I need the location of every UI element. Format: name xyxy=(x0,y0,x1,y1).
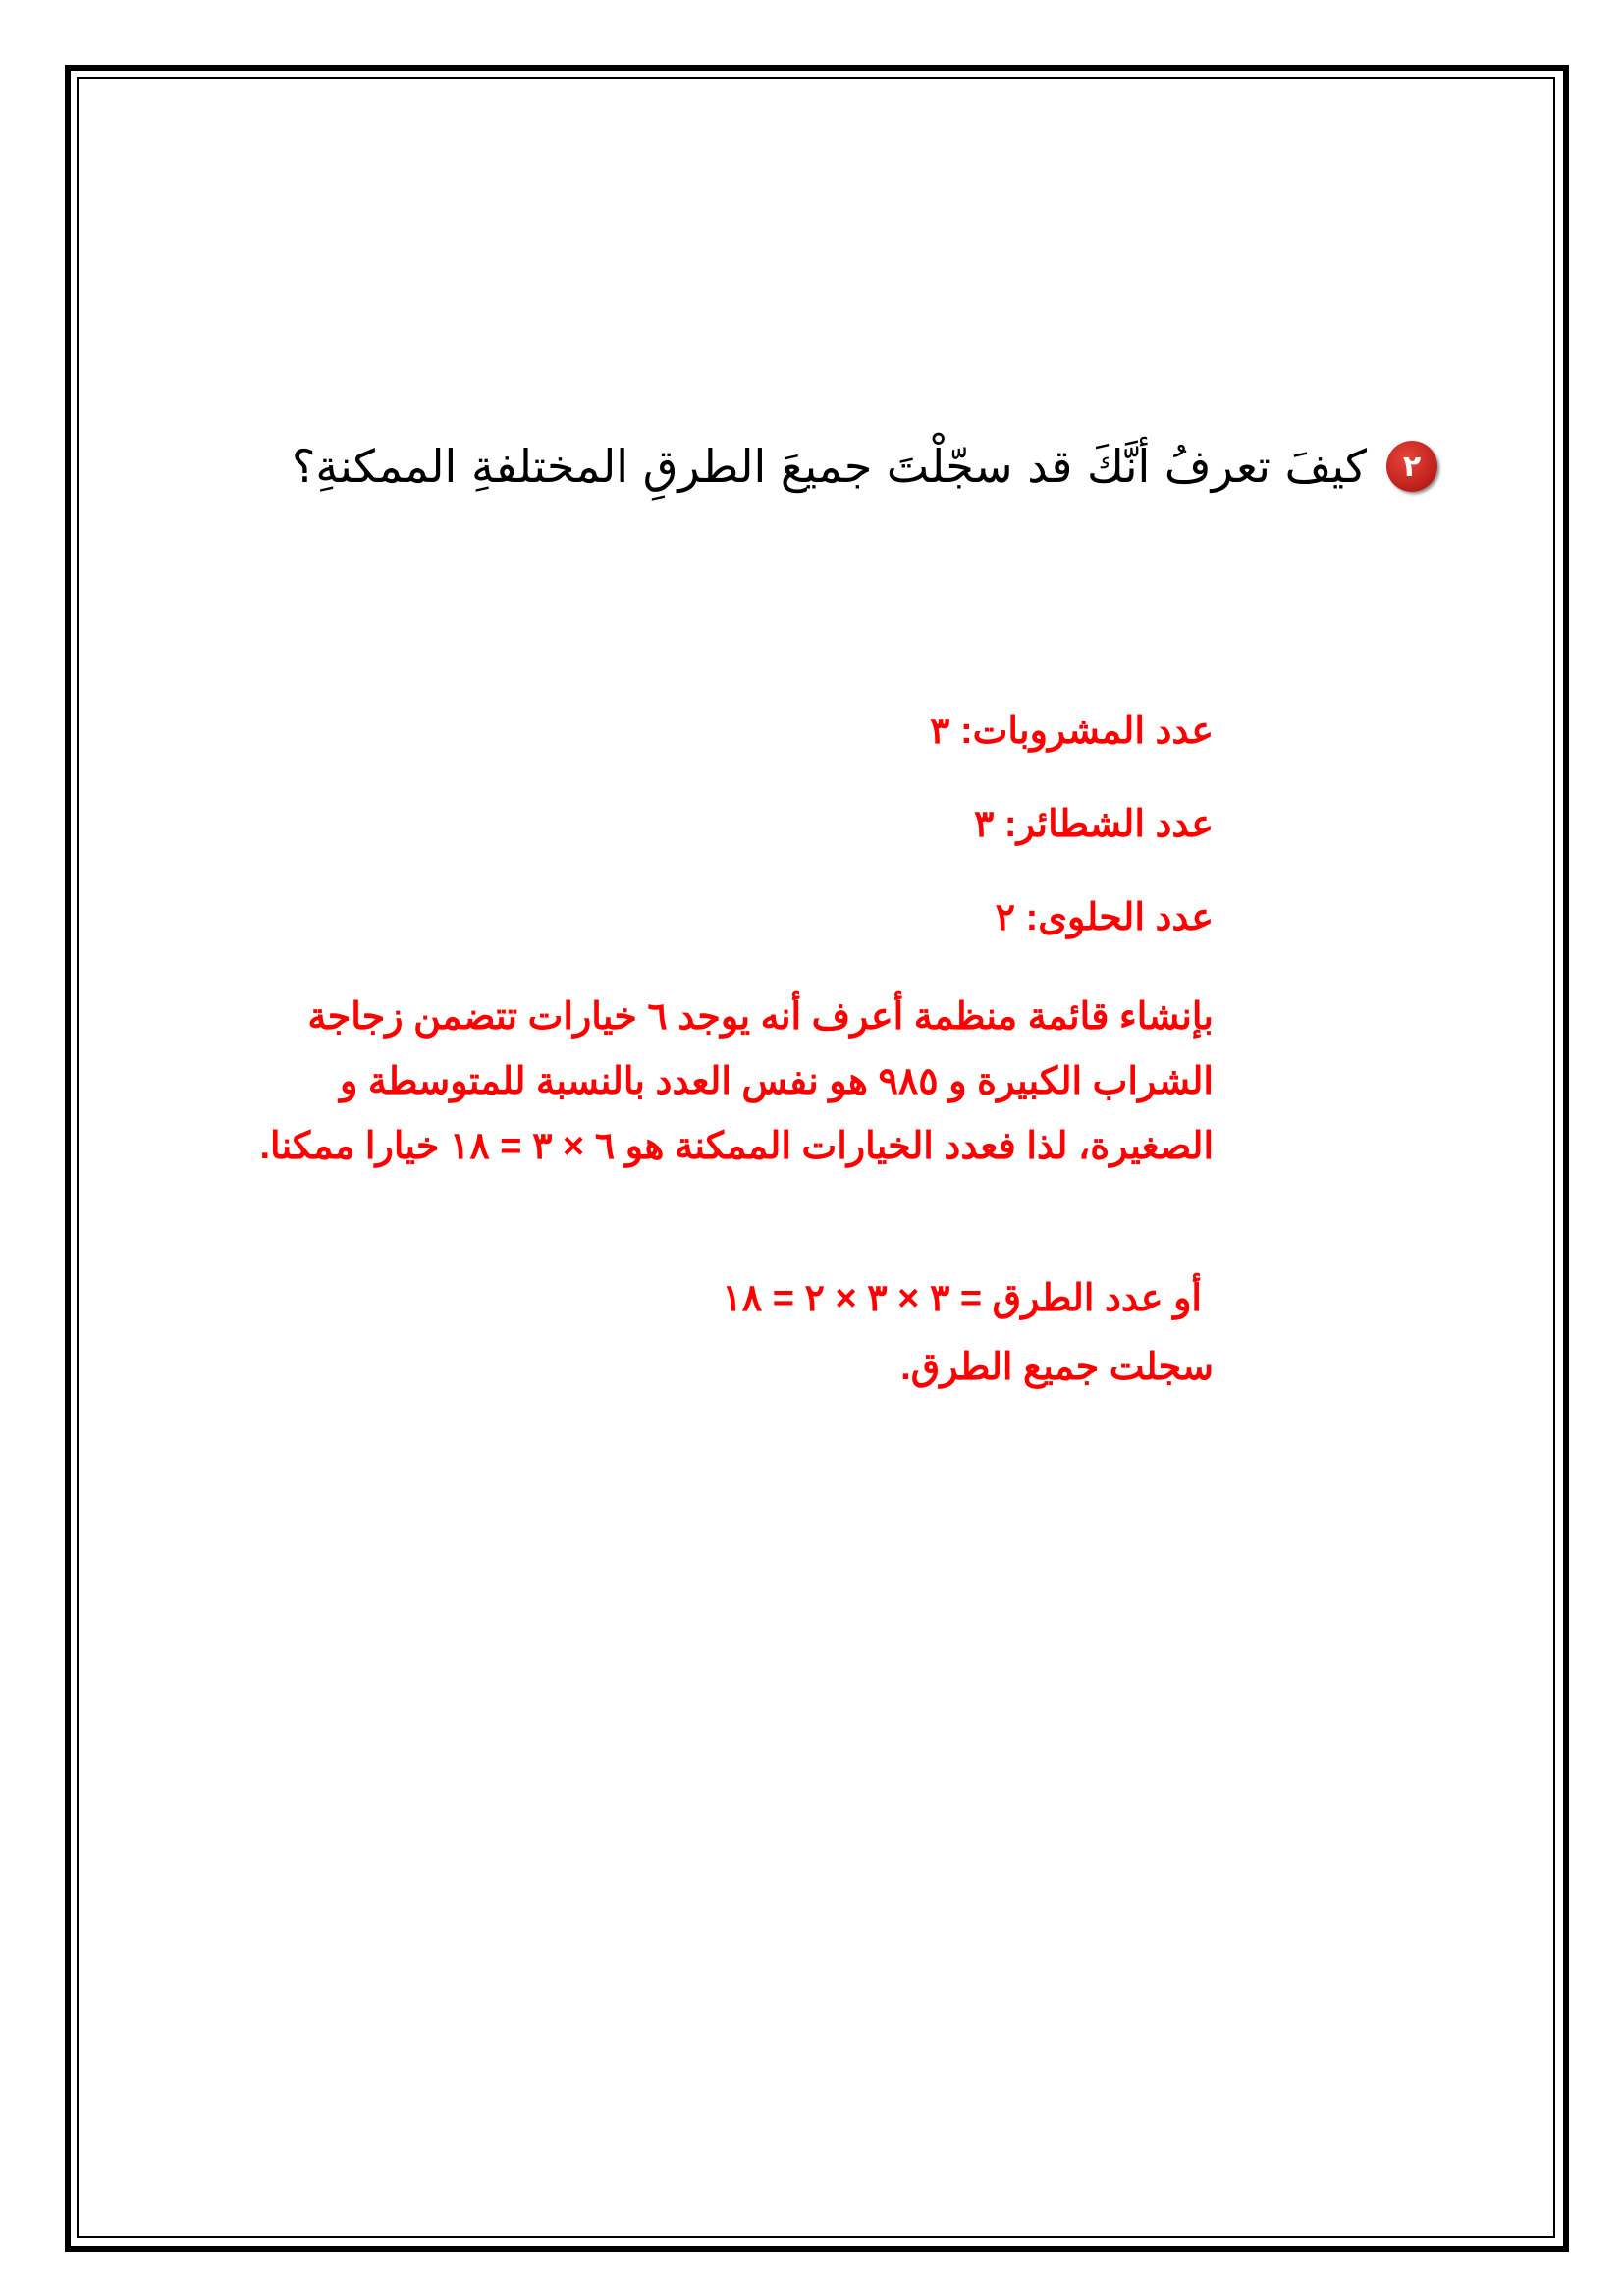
formula: أو عدد الطرق = ٣ × ٣ × ٢ = ١٨ xyxy=(722,1278,1202,1319)
sandwiches-count: عدد الشطائر: ٣ xyxy=(973,804,1214,845)
desserts-count: عدد الحلوى: ٢ xyxy=(995,897,1214,938)
question-text: كيفَ تعرفُ أنَّكَ قد سجّلْتَ جميعَ الطرقِ المختلفةِ الممكنةِ؟ xyxy=(291,440,1367,493)
question-number-badge: ٢ xyxy=(1386,441,1437,492)
answer xyxy=(232,0,1214,2296)
explanation-paragraph: بإنشاء قائمة منظمة أعرف أنه يوجد ٦ خيارات تتضمن زجاجة الشراب الكبيرة و ٩٨٥ هو نفس العدد بالنسبة للمتوسطة و الصغيرة، لذا فعدد الخيارات الممكنة هو ٦ × ٣ = ١٨ خيارا ممكنا. xyxy=(259,996,1214,1167)
conclusion: سجلت جميع الطرق. xyxy=(900,1347,1214,1388)
drinks-count: عدد المشروبات: ٣ xyxy=(930,711,1214,752)
